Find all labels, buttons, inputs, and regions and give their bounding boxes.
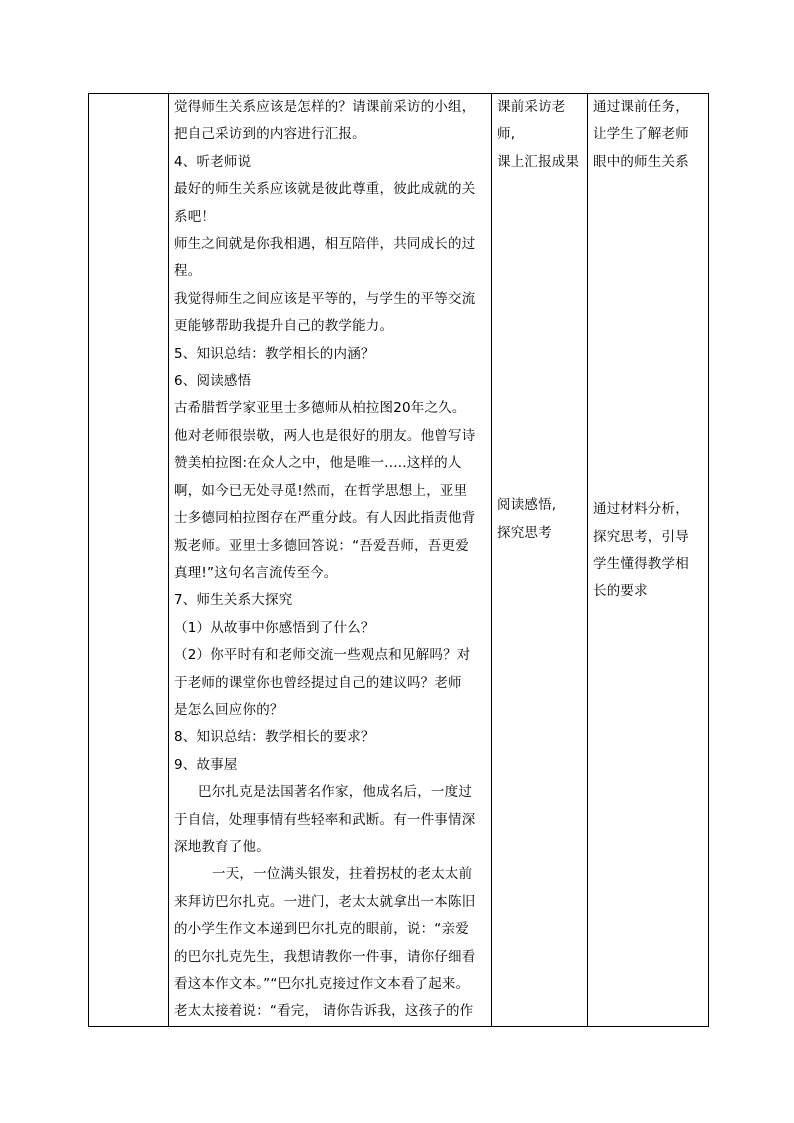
content-line: 把自己采访到的内容进行汇报。 bbox=[174, 126, 366, 143]
content-line: 他对老师很崇敬，两人也是很好的朋友。他曾写诗 bbox=[174, 427, 476, 444]
content-line: 啊，如今已无处寻觅!然而，在哲学思想上，亚里 bbox=[174, 482, 468, 499]
content-line: 于老师的课堂你也曾经提过自己的建议吗？老师 bbox=[174, 674, 462, 691]
content-line: 来拜访巴尔扎克。一进门，老太太就拿出一本陈旧 bbox=[174, 893, 476, 910]
activity-line: 阅读感悟, bbox=[497, 497, 557, 514]
teaching-content bbox=[169, 94, 491, 1026]
design-intent-cell bbox=[588, 94, 709, 1027]
content-line: 古希腊哲学家亚里士多德师从柏拉图20年之久。 bbox=[174, 400, 466, 417]
intent-line: 让学生了解老师 bbox=[593, 126, 689, 143]
content-line: 最好的师生关系应该就是彼此尊重，彼此成就的关 bbox=[174, 181, 476, 198]
table-row bbox=[89, 94, 709, 1027]
content-heading: 8、知识总结：教学相长的要求？ bbox=[174, 729, 375, 746]
content-heading: 7、师生关系大探究 bbox=[174, 592, 293, 609]
content-line: 赞美柏拉图:在众人之中，他是唯一.....这样的人 bbox=[174, 455, 462, 472]
content-line: 士多德同柏拉图存在严重分歧。有人因此指责他背 bbox=[174, 510, 476, 527]
content-heading: 6、阅读感悟 bbox=[174, 373, 252, 390]
activity-line: 课前采访老师, bbox=[497, 99, 566, 143]
spacer bbox=[497, 176, 583, 492]
stage-column-cell bbox=[89, 94, 169, 1027]
content-line: 的巴尔扎克先生，我想请教你一件事，请你仔细看 bbox=[174, 948, 476, 965]
content-line: 真理!”这句名言流传至今。 bbox=[174, 564, 338, 581]
content-line: 的小学生作文本递到巴尔扎克的眼前，说：“亲爱 bbox=[174, 921, 469, 938]
activity-line: 探究思考 bbox=[497, 524, 552, 541]
content-line: 一天，一位满头银发，拄着拐杖的老太太前 bbox=[212, 866, 473, 883]
content-line: 巴尔扎克是法国著名作家，他成名后，一度过 bbox=[198, 784, 472, 801]
intent-line: 通过材料分析， bbox=[593, 501, 689, 518]
content-line: 系吧！ bbox=[174, 208, 216, 225]
intent-line: 长的要求 bbox=[593, 583, 648, 600]
content-line: 叛老师。亚里士多德回答说：“吾爱吾师，吾更爱 bbox=[174, 537, 469, 554]
content-line: 程。 bbox=[174, 263, 202, 280]
activity-line: 课上汇报成果 bbox=[497, 153, 580, 170]
teaching-content-cell bbox=[169, 94, 492, 1027]
content-line: 师生之间就是你我相遇，相互陪伴，共同成长的过 bbox=[174, 236, 476, 253]
intent-line: 通过课前任务， bbox=[593, 99, 689, 115]
content-line: 我觉得师生之间应该是平等的，与学生的平等交流 bbox=[174, 290, 476, 307]
student-activity bbox=[492, 94, 587, 547]
content-heading: 5、知识总结：教学相长的内涵？ bbox=[174, 345, 375, 362]
content-line: 深地教育了他。 bbox=[174, 838, 270, 855]
lesson-plan-table bbox=[88, 93, 709, 1027]
content-line: （1）从故事中你感悟到了什么？ bbox=[174, 619, 375, 636]
content-line: 更能够帮助我提升自己的教学能力。 bbox=[174, 318, 394, 335]
spacer bbox=[593, 176, 704, 496]
content-line: 老太太接着说：“看完， 请你告诉我，这孩子的作 bbox=[174, 1003, 474, 1020]
student-activity-cell bbox=[492, 94, 588, 1027]
content-line: 觉得师生关系应该是怎样的？请课前采访的小组， bbox=[174, 99, 476, 115]
content-line: 于自信，处理事情有些轻率和武断。有一件事情深 bbox=[174, 811, 476, 828]
intent-line: 眼中的师生关系 bbox=[593, 153, 689, 170]
design-intent bbox=[588, 94, 708, 606]
content-heading: 9、故事屋 bbox=[174, 756, 238, 773]
content-heading: 4、听老师说 bbox=[174, 153, 252, 170]
content-line: 是怎么回应你的？ bbox=[174, 701, 284, 718]
content-line: 看这本作文本。”“巴尔扎克接过作文本看了起来。 bbox=[174, 976, 470, 992]
content-line: （2）你平时有和老师交流一些观点和见解吗？对 bbox=[174, 647, 471, 664]
intent-line: 探究思考，引导 bbox=[593, 528, 689, 545]
intent-line: 学生懂得教学相 bbox=[593, 556, 689, 573]
